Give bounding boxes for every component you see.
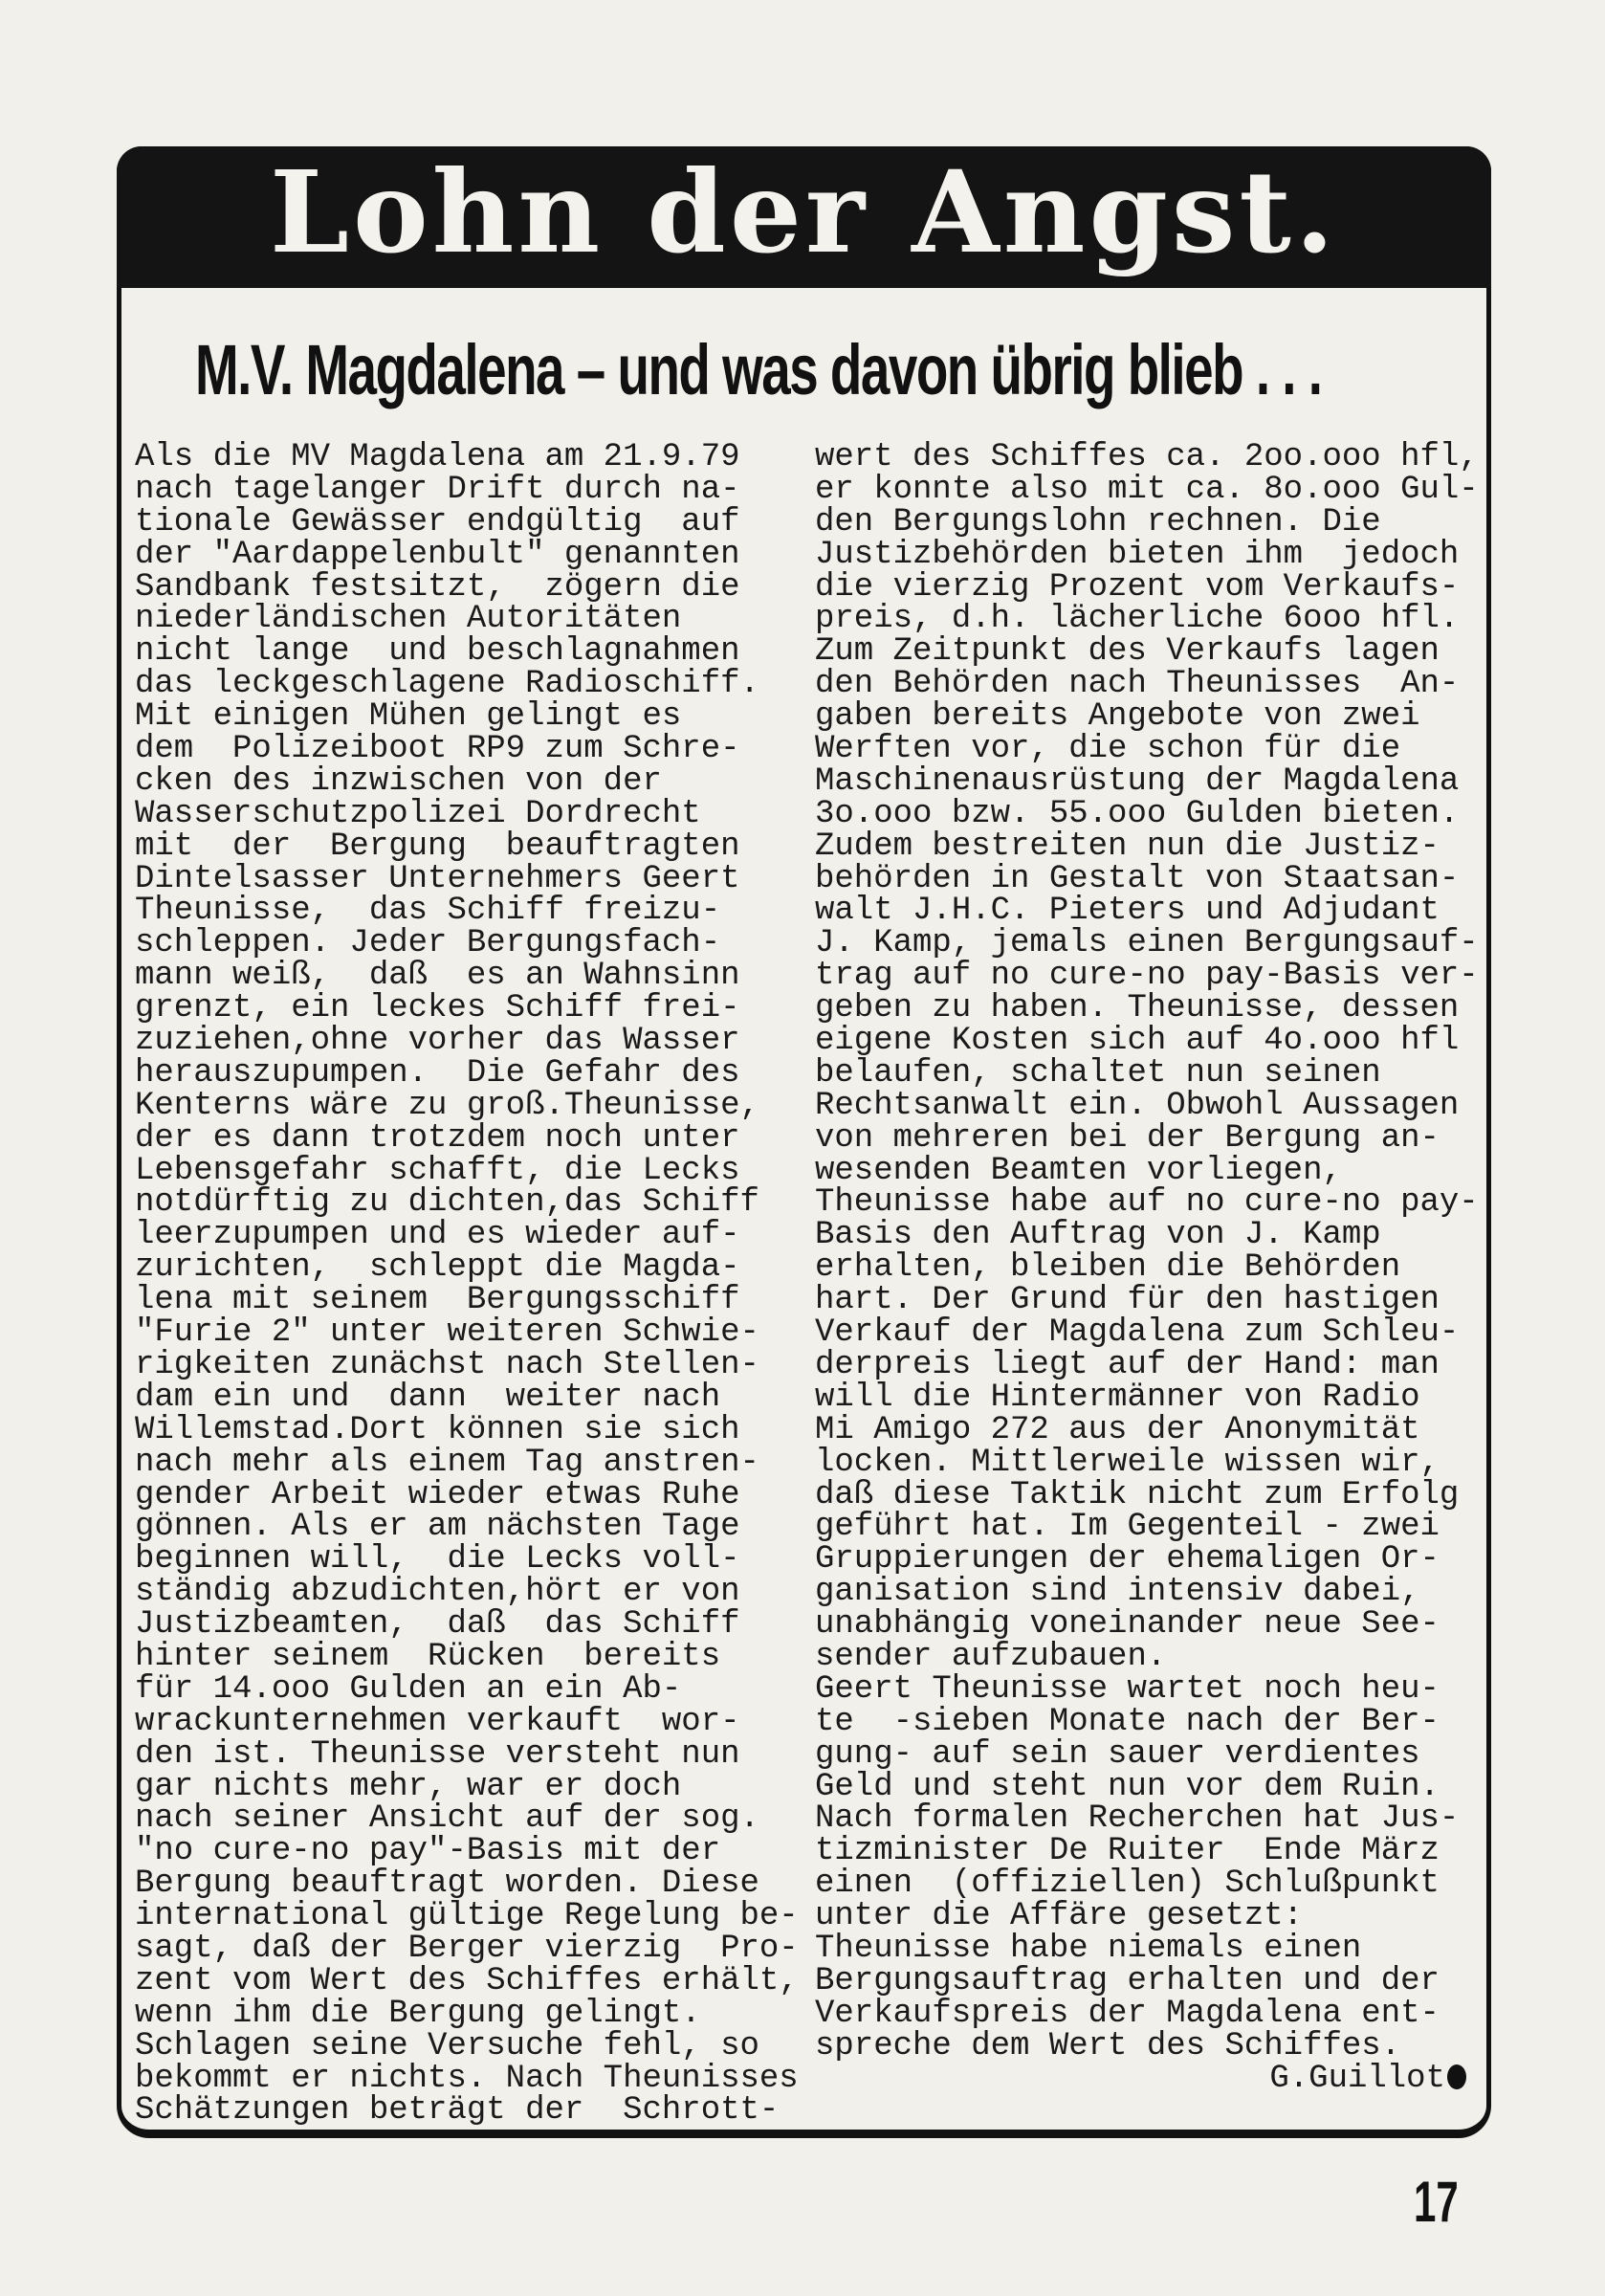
text-line: international gültige Regelung be- (135, 1898, 799, 1935)
text-line: unabhängig voneinander neue See- (815, 1606, 1440, 1644)
text-line: ganisation sind intensiv dabei, (815, 1574, 1420, 1611)
text-line: preis, d.h. lächerliche 6ooo hfl. (815, 601, 1460, 638)
text-line: Verkaufspreis der Magdalena ent- (815, 1995, 1440, 2032)
text-line: wesenden Beamten vorliegen, (815, 1152, 1342, 1189)
text-line: spreche dem Wert des Schiffes. (815, 2027, 1401, 2064)
text-line: nicht lange und beschlagnahmen (135, 633, 740, 671)
text-line: derpreis liegt auf der Hand: man (815, 1346, 1440, 1383)
text-line: Theunisse habe niemals einen (815, 1930, 1362, 1967)
text-line: hinter seinem Rücken bereits (135, 1638, 721, 1675)
text-line: Lebensgefahr schafft, die Lecks (135, 1152, 740, 1189)
text-line: gaben bereits Angebote von zwei (815, 698, 1420, 736)
text-line: nach mehr als einem Tag anstren- (135, 1444, 759, 1481)
text-line: zurichten, schleppt die Magda- (135, 1249, 740, 1287)
text-line: zuziehen,ohne vorher das Wasser (135, 1023, 740, 1060)
text-line: gung- auf sein sauer verdientes (815, 1735, 1420, 1773)
text-line: ständig abzudichten,hört er von (135, 1574, 740, 1611)
author-name: G.Guillot (1269, 2060, 1445, 2097)
end-mark-icon (1447, 2064, 1466, 2089)
article-subtitle: M.V. Magdalena – und was davon übrig blieb . . . (195, 330, 1322, 409)
text-line: Kenterns wäre zu groß.Theunisse, (135, 1087, 759, 1124)
text-line: tizminister De Ruiter Ende März (815, 1833, 1440, 1870)
text-line: dam ein und dann weiter nach (135, 1379, 721, 1416)
text-line: geben zu haben. Theunisse, dessen (815, 990, 1460, 1027)
text-line: Mi Amigo 272 aus der Anonymität (815, 1411, 1420, 1448)
text-line: Sandbank festsitzt, zögern die (135, 568, 740, 606)
text-line: notdürftig zu dichten,das Schiff (135, 1184, 759, 1222)
text-line: will die Hintermänner von Radio (815, 1379, 1420, 1416)
text-line: Zudem bestreiten nun die Justiz- (815, 828, 1440, 865)
text-line: herauszupumpen. Die Gefahr des (135, 1054, 740, 1092)
text-line: Willemstad.Dort können sie sich (135, 1411, 740, 1448)
text-line: geführt hat. Im Gegenteil - zwei (815, 1509, 1440, 1546)
text-line: Theunisse, das Schiff freizu- (135, 893, 721, 930)
text-line: Gruppierungen der ehemaligen Or- (815, 1541, 1440, 1578)
text-line: Maschinenausrüstung der Magdalena (815, 762, 1460, 800)
text-line: von mehreren bei der Bergung an- (815, 1119, 1440, 1157)
text-line: Werften vor, die schon für die (815, 731, 1401, 768)
text-line: den Bergungslohn rechnen. Die (815, 503, 1381, 541)
text-line: Verkauf der Magdalena zum Schleu- (815, 1314, 1460, 1352)
text-line: die vierzig Prozent vom Verkaufs- (815, 568, 1460, 606)
text-line: den ist. Theunisse versteht nun (135, 1735, 740, 1773)
text-line: den Behörden nach Theunisses An- (815, 666, 1460, 703)
text-line: Theunisse habe auf no cure-no pay- (815, 1184, 1479, 1222)
text-line: Bergungsauftrag erhalten und der (815, 1962, 1440, 1999)
text-line: leerzupumpen und es wieder auf- (135, 1217, 740, 1254)
text-line: sagt, daß der Berger vierzig Pro- (135, 1930, 799, 1967)
text-line: gönnen. Als er am nächsten Tage (135, 1509, 740, 1546)
text-line: trag auf no cure-no pay-Basis ver- (815, 958, 1479, 995)
text-line: behörden in Gestalt von Staatsan- (815, 860, 1460, 897)
text-line: dem Polizeiboot RP9 zum Schre- (135, 731, 740, 768)
text-line: Geld und steht nun vor dem Ruin. (815, 1768, 1440, 1805)
text-line: Zum Zeitpunkt des Verkaufs lagen (815, 633, 1440, 671)
text-line: mit der Bergung beauftragten (135, 828, 740, 865)
text-line: te -sieben Monate nach der Ber- (815, 1703, 1440, 1740)
text-line: niederländischen Autoritäten (135, 601, 682, 638)
text-line: nach seiner Ansicht auf der sog. (135, 1800, 759, 1838)
text-line: der "Aardappelenbult" genannten (135, 536, 740, 573)
text-line: wenn ihm die Bergung gelingt. (135, 1995, 701, 2032)
text-line: der es dann trotzdem noch unter (135, 1119, 740, 1157)
text-line: wrackunternehmen verkauft wor- (135, 1703, 740, 1740)
text-line: cken des inzwischen von der (135, 762, 662, 800)
text-line: eigene Kosten sich auf 4o.ooo hfl (815, 1023, 1460, 1060)
text-line: einen (offiziellen) Schlußpunkt (815, 1866, 1440, 1903)
text-line: Nach formalen Recherchen hat Jus- (815, 1800, 1460, 1838)
text-line: beginnen will, die Lecks voll- (135, 1541, 740, 1578)
text-line: Rechtsanwalt ein. Obwohl Aussagen (815, 1087, 1460, 1124)
text-line: unter die Affäre gesetzt: (815, 1898, 1304, 1935)
text-line: Justizbehörden bieten ihm jedoch (815, 536, 1460, 573)
text-line: "no cure-no pay"-Basis mit der (135, 1833, 721, 1870)
text-line: mann weiß, daß es an Wahnsinn (135, 958, 740, 995)
page-number: 17 (1414, 2170, 1459, 2234)
text-line: er konnte also mit ca. 8o.ooo Gul- (815, 471, 1479, 508)
text-line: J. Kamp, jemals einen Bergungsauf- (815, 925, 1479, 962)
text-line: Schlagen seine Versuche fehl, so (135, 2027, 759, 2064)
text-line: locken. Mittlerweile wissen wir, (815, 1444, 1440, 1481)
text-line: belaufen, schaltet nun seinen (815, 1054, 1381, 1092)
text-line: grenzt, ein leckes Schiff frei- (135, 990, 740, 1027)
text-line: Bergung beauftragt worden. Diese (135, 1866, 759, 1903)
text-line: rigkeiten zunächst nach Stellen- (135, 1346, 759, 1383)
text-line: Wasserschutzpolizei Dordrecht (135, 795, 701, 832)
text-line: Justizbeamten, daß das Schiff (135, 1606, 740, 1644)
text-line: Als die MV Magdalena am 21.9.79 (135, 439, 740, 475)
text-line: gar nichts mehr, war er doch (135, 1768, 682, 1805)
text-line: tionale Gewässer endgültig auf (135, 503, 740, 541)
text-line: "Furie 2" unter weiteren Schwie- (135, 1314, 759, 1352)
text-line: wert des Schiffes ca. 2oo.ooo hfl, (815, 439, 1479, 475)
article-title: Lohn der Angst. (269, 145, 1339, 278)
text-line: das leckgeschlagene Radioschiff. (135, 666, 759, 703)
text-line: walt J.H.C. Pieters und Adjudant (815, 893, 1440, 930)
text-line: 3o.ooo bzw. 55.ooo Gulden bieten. (815, 795, 1460, 832)
left-column (135, 439, 809, 2130)
author-signature (815, 2060, 1489, 2097)
text-line: sender aufzubauen. (815, 1638, 1167, 1675)
text-line: bekommt er nichts. Nach Theunisses (135, 2060, 799, 2097)
text-line: Schätzungen beträgt der Schrott- (135, 2092, 780, 2130)
text-line: für 14.ooo Gulden an ein Ab- (135, 1670, 682, 1708)
text-line: hart. Der Grund für den hastigen (815, 1282, 1440, 1319)
right-column (815, 439, 1489, 2097)
text-line: nach tagelanger Drift durch na- (135, 471, 740, 508)
text-line: lena mit seinem Bergungsschiff (135, 1282, 740, 1319)
text-line: zent vom Wert des Schiffes erhält, (135, 1962, 799, 1999)
text-line: Dintelsasser Unternehmers Geert (135, 860, 740, 897)
text-line: daß diese Taktik nicht zum Erfolg (815, 1476, 1460, 1513)
title-band (117, 146, 1491, 288)
text-line: erhalten, bleiben die Behörden (815, 1249, 1401, 1287)
text-line: Basis den Auftrag von J. Kamp (815, 1217, 1381, 1254)
text-line: gender Arbeit wieder etwas Ruhe (135, 1476, 740, 1513)
text-line: schleppen. Jeder Bergungsfach- (135, 925, 721, 962)
text-line: Geert Theunisse wartet noch heu- (815, 1670, 1440, 1708)
text-line: Mit einigen Mühen gelingt es (135, 698, 682, 736)
